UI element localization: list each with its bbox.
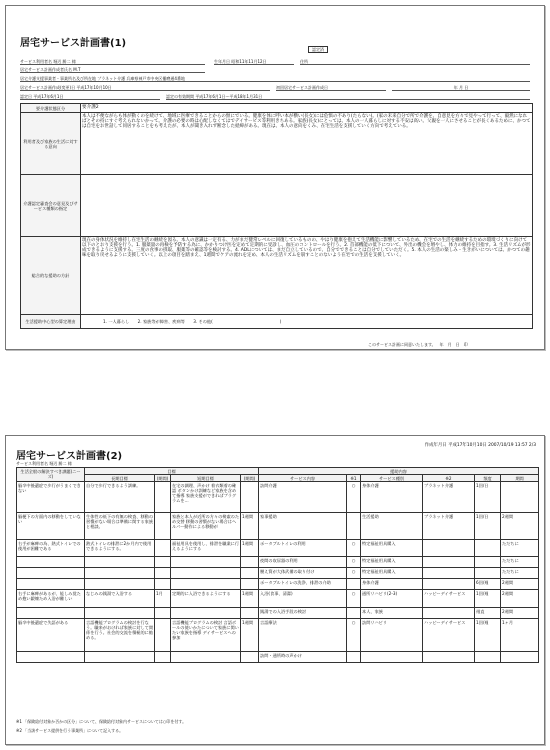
short-period-cell	[241, 652, 259, 663]
service-cell: 入浴(食事、清潔)	[259, 590, 347, 608]
period-cell: 2週間	[501, 579, 539, 590]
need-cell	[17, 557, 85, 568]
planner-name: 居宅サービス計画作成者氏名 M.T	[20, 67, 205, 73]
table-row	[17, 540, 539, 557]
need-cell	[17, 579, 85, 590]
table-row	[17, 579, 539, 590]
frequency-cell: 6回/週	[475, 579, 501, 590]
long-period-cell	[155, 619, 171, 652]
short-goal-cell: 定期的に入浴できるようにする	[171, 590, 241, 608]
long-period-cell	[155, 579, 171, 590]
col-header: 短期目標	[171, 475, 241, 482]
long-goal-cell	[85, 557, 155, 568]
insured-mark-cell: ○	[347, 482, 361, 513]
user-name: サービス利用者名 堀辺 勝二 様	[20, 59, 205, 65]
period-cell: 1ヶ月	[501, 619, 539, 652]
initial-plan-date: 年 月 日	[392, 85, 530, 91]
col-header: 長期目標	[85, 475, 155, 482]
frequency-cell: 週直	[475, 608, 501, 619]
certified-badge: 認定済	[308, 46, 328, 53]
needs-header: 生活全般の解決すべき課題(ニーズ)	[17, 468, 85, 482]
period-cell: 2週間	[501, 608, 539, 619]
insured-mark-cell	[347, 579, 361, 590]
long-goal-cell	[85, 608, 155, 619]
insured-mark-cell: ○	[347, 568, 361, 579]
table-row	[17, 590, 539, 608]
service-cell: ポータブルトイレの利用	[259, 540, 347, 557]
table-row	[17, 608, 539, 619]
frequency-cell: 1回/日	[475, 513, 501, 540]
service-cell: 夜間の収尿器の利用	[259, 557, 347, 568]
long-goal-cell: なじみの銭湯で入浴する	[85, 590, 155, 608]
need-cell	[17, 568, 85, 579]
need-cell	[17, 608, 85, 619]
insured-mark-cell	[347, 652, 361, 663]
insured-mark-cell: ○	[347, 557, 361, 568]
provider-cell: ハッピーデイサービス	[423, 619, 475, 652]
committee-opinion-text	[81, 175, 533, 237]
service-type-cell: 特定福祉用具購入	[361, 540, 423, 557]
short-goal-cell	[171, 579, 241, 590]
short-goal-cell	[171, 608, 241, 619]
assistance-policy-text: 現在の身体状況を維持し在宅生活の継続を図る。本人の意識は一定有る、力がまだ健常レベルに回復しているものの、やはり健康を抱えて生活機能に影響しているため、在宅での生活を継続するための環境づくりに向けて以下のとおり支援を行う。1. 服薬量の再検を予防する為に、かかりつけ医を定めて定期的に受診し、血圧のコントロールを行う。2. 首部機能の低下について、外出の機会を増やし、体力の維持を目指す。3. 生活リズムが形成できるように支援する。三度の食事の摂取、服薬等の確認等を検討する。4. ADLについては、まだ自立しているので、自分でできることは自分でしていただく。5. 本人の生活の楽しみ・生きがいについては、かつての趣味を取り戻せるように支援していく。以上の項目を踏まえ、1週間でケアの流れを定め、本人の生活リズムを崩すことのないよう在宅での生活を支援していく。	[81, 237, 533, 315]
service-type-cell: 身体介護	[361, 579, 423, 590]
long-goal-cell	[85, 568, 155, 579]
certification-date: 認定日 平成17年6月1日	[20, 94, 160, 100]
service-type-cell: 訪問リハビリ	[361, 619, 423, 652]
service-cell: 訪問・通所時の声かけ	[259, 652, 347, 663]
short-period-cell	[241, 568, 259, 579]
period-cell: ただちに	[501, 568, 539, 579]
need-cell: 脳梗下の方面内の移動をしていない	[17, 513, 85, 540]
consent-line: このサービス計画に同意いたします。 年 月 日 印	[368, 342, 468, 347]
long-period-cell	[155, 482, 171, 513]
assistance-header: 援助内容	[259, 468, 539, 475]
short-goal-cell	[171, 652, 241, 663]
committee-opinion-label: 介護認定審査会の意見及びサービス種類の指定	[21, 175, 81, 237]
service-cell: 銭湯での入浴手段の検討	[259, 608, 347, 619]
frequency-cell	[475, 540, 501, 557]
intention-label: 利用者及び家族の生活に対する意向	[21, 113, 81, 175]
need-cell: 右手が麻痺の為、熱式トイレでの使用が困難である	[17, 540, 85, 557]
short-period-cell: 1週間	[241, 540, 259, 557]
intention-text: 本人は不便ながらも体が動くのを続けて、地域に医療できることからの無にでいる。健康を体に呼い本が横い(長女)には危惧の不あり(たらない)。(家の未来自分で所で介護を、自意見を方々で見やって行って、毅然になればとその持にすぐ考えられないかって。介護の必要の時は心配しなくてはでデイサービス等利用きちある。家族(長女)にとっては、本人の一人暮らしに対する不安は高い。父親を一人にさせることが長くあるために、かつては自宅をお世話して同居することをも考えたが、本人が聞き入れず断念した経緯がある。現在は、本人の意向をくみ、在宅生活を支援していく方向で考えている。	[81, 113, 533, 175]
short-goal-cell: 言語機能プログラムの検討 言語ボールの使いかたについて家族に関いたい家族を指導 デイサービスへの参加	[171, 619, 241, 652]
long-goal-cell: 自分で歩行できるよう訓練。	[85, 482, 155, 513]
period-cell: ただちに	[501, 557, 539, 568]
sheet1-title: 居宅サービス計画書(1)	[20, 38, 127, 49]
service-type-cell: 本人、家族	[361, 608, 423, 619]
short-goal-cell	[171, 568, 241, 579]
plan-date: 居宅サービス計画作成(変更)日 平成17年10月10日	[20, 85, 270, 91]
col-header: 頻度	[475, 475, 501, 482]
period-cell	[501, 482, 539, 513]
col-header: 期間	[501, 475, 539, 482]
service-cell: ポータブルトイレの洗浄、排泄の介助	[259, 579, 347, 590]
short-period-cell: 1週間	[241, 590, 259, 608]
need-cell	[17, 652, 85, 663]
frequency-cell: 1回/週	[475, 590, 501, 608]
service-cell: 言語療法	[259, 619, 347, 652]
reason-options: 1. 一人暮らし 2. 家族等が障害、疾病等 3. その他( )	[81, 315, 533, 329]
short-period-cell: 1週間	[241, 619, 259, 652]
period-cell	[501, 652, 539, 663]
long-period-cell	[155, 557, 171, 568]
col-header: サービス種別	[361, 475, 423, 482]
care-plan-sheet-2	[5, 435, 545, 745]
long-period-cell	[155, 608, 171, 619]
col-header: (期間)	[155, 475, 171, 482]
table-row	[17, 619, 539, 652]
provider-cell	[423, 608, 475, 619]
period-cell: ただちに	[501, 540, 539, 557]
address: 住所	[300, 59, 530, 65]
insured-mark-cell: ○	[347, 619, 361, 652]
long-goal-cell	[85, 579, 155, 590]
certification-period: 認定の有効期間 平成17年6月1日〜平成18年1月31日	[166, 94, 530, 100]
short-period-cell	[241, 579, 259, 590]
service-cell: 家事援助	[259, 513, 347, 540]
table-row	[17, 513, 539, 540]
provider-cell	[423, 557, 475, 568]
long-period-cell	[155, 568, 171, 579]
sheet1-table	[20, 103, 533, 329]
service-type-cell: 通所リハビリ(2-3)	[361, 590, 423, 608]
short-goal-cell	[171, 557, 241, 568]
table-row	[17, 482, 539, 513]
provider-cell	[423, 540, 475, 557]
birth-date: 生年月日 昭和11年11月12日	[214, 59, 294, 65]
col-header: ※1	[347, 475, 361, 482]
long-goal-cell: 言語機能プログラムの検討を行なう。職来がおければ家族に対して関係を行う。社会的交流を積極的に勧める。	[85, 619, 155, 652]
provider-cell	[423, 568, 475, 579]
plan-rows	[17, 482, 539, 663]
col-header: サービス内容	[259, 475, 347, 482]
insured-mark-cell	[347, 513, 361, 540]
table-row	[17, 557, 539, 568]
goals-header: 目標	[85, 468, 259, 475]
service-type-cell: 身体介護	[361, 482, 423, 513]
frequency-cell	[475, 557, 501, 568]
long-goal-cell: 生体性の低下の有無の検査、移動の習慣がない場合は準備に関する家族と相談。	[85, 513, 155, 540]
insured-mark-cell: ○	[347, 540, 361, 557]
service-cell: 腰え質が大体武備の取り付け	[259, 568, 347, 579]
reason-label: 生活援助中心型の算定理由	[21, 315, 81, 329]
frequency-cell: 1回/週	[475, 619, 501, 652]
short-period-cell	[241, 482, 259, 513]
short-period-cell: 1週間	[241, 513, 259, 540]
need-cell: 脳卒中後遺症で失語がある	[17, 619, 85, 652]
long-period-cell	[155, 652, 171, 663]
sheet2-table	[16, 467, 539, 663]
insured-mark-cell	[347, 608, 361, 619]
short-period-cell	[241, 608, 259, 619]
provider-cell: ハッピーデイサービス	[423, 590, 475, 608]
frequency-cell	[475, 652, 501, 663]
note-2: ※2 「当該サービス提供を行う事業所」について記入する。	[16, 728, 124, 733]
short-goal-cell: 家族と本人が近所の方々の検索のため交替 移動の習慣がない場合はヘルパー動作による移動が	[171, 513, 241, 540]
table-row	[17, 568, 539, 579]
care-level-label: 要介護状態区分	[21, 104, 81, 113]
service-cell: 訪問介護	[259, 482, 347, 513]
long-period-cell	[155, 513, 171, 540]
short-period-cell	[241, 557, 259, 568]
sheet2-title: 居宅サービス計画書(2)	[16, 451, 123, 462]
need-cell: 右手に麻痺があるが、能しみ覚ため抱い鍛煉ため入浴が難しい	[17, 590, 85, 608]
col-header: ※2	[423, 475, 475, 482]
service-type-cell	[361, 652, 423, 663]
frequency-cell	[475, 568, 501, 579]
period-cell: 2週間	[501, 590, 539, 608]
assistance-policy-label: 総合的な援助の方針	[21, 237, 81, 315]
provider-cell: プラネット介護	[423, 482, 475, 513]
provider-cell: プラネット介護	[423, 513, 475, 540]
short-goal-cell: 福祉用具を使用し、排泄を職業に行えるようにする	[171, 540, 241, 557]
table-row	[17, 652, 539, 663]
frequency-cell: 1回/日	[475, 482, 501, 513]
service-type-cell: 特定福祉用具購入	[361, 568, 423, 579]
sheet2-user-name: サービス利用者名 堀辺 勝二 様	[16, 461, 72, 466]
need-cell: 脳卒中後遺症で歩行がうまくできない	[17, 482, 85, 513]
provider-info: 居宅介護支援事業者・事業所名及び所在地 プラネット介護 兵庫県神戸市中央区播磨通4番地	[20, 76, 530, 82]
long-goal-cell: 熱式トイレの排泄に2か月内で使用できるようにする。	[85, 540, 155, 557]
long-goal-cell	[85, 652, 155, 663]
insured-mark-cell: ○	[347, 590, 361, 608]
col-header: (期間)	[241, 475, 259, 482]
long-period-cell	[155, 540, 171, 557]
created-date: 作成年月日 平成17年10月10日 2007/10/19 13:57 2/3	[424, 443, 536, 448]
provider-cell	[423, 652, 475, 663]
care-plan-sheet-1	[5, 5, 545, 350]
short-goal-cell: 在宅の調理、声かけ 着衣類着の確認 ボタンかけ訓練など家族を含めて指導 家族支援ができればプラグラムを…	[171, 482, 241, 513]
service-type-cell: 生活援助	[361, 513, 423, 540]
provider-cell	[423, 579, 475, 590]
long-period-cell: 1月	[155, 590, 171, 608]
note-1: ※1 「保険給付対象か否かの区分」について、保険給付対象内サービスについては○印を付す。	[16, 719, 187, 724]
period-cell: 2週間	[501, 513, 539, 540]
care-level-value: 要介護2	[81, 104, 533, 113]
initial-plan-date-label: 初回居宅サービス計画作成日	[276, 85, 386, 91]
service-type-cell: 特定福祉用具購入	[361, 557, 423, 568]
